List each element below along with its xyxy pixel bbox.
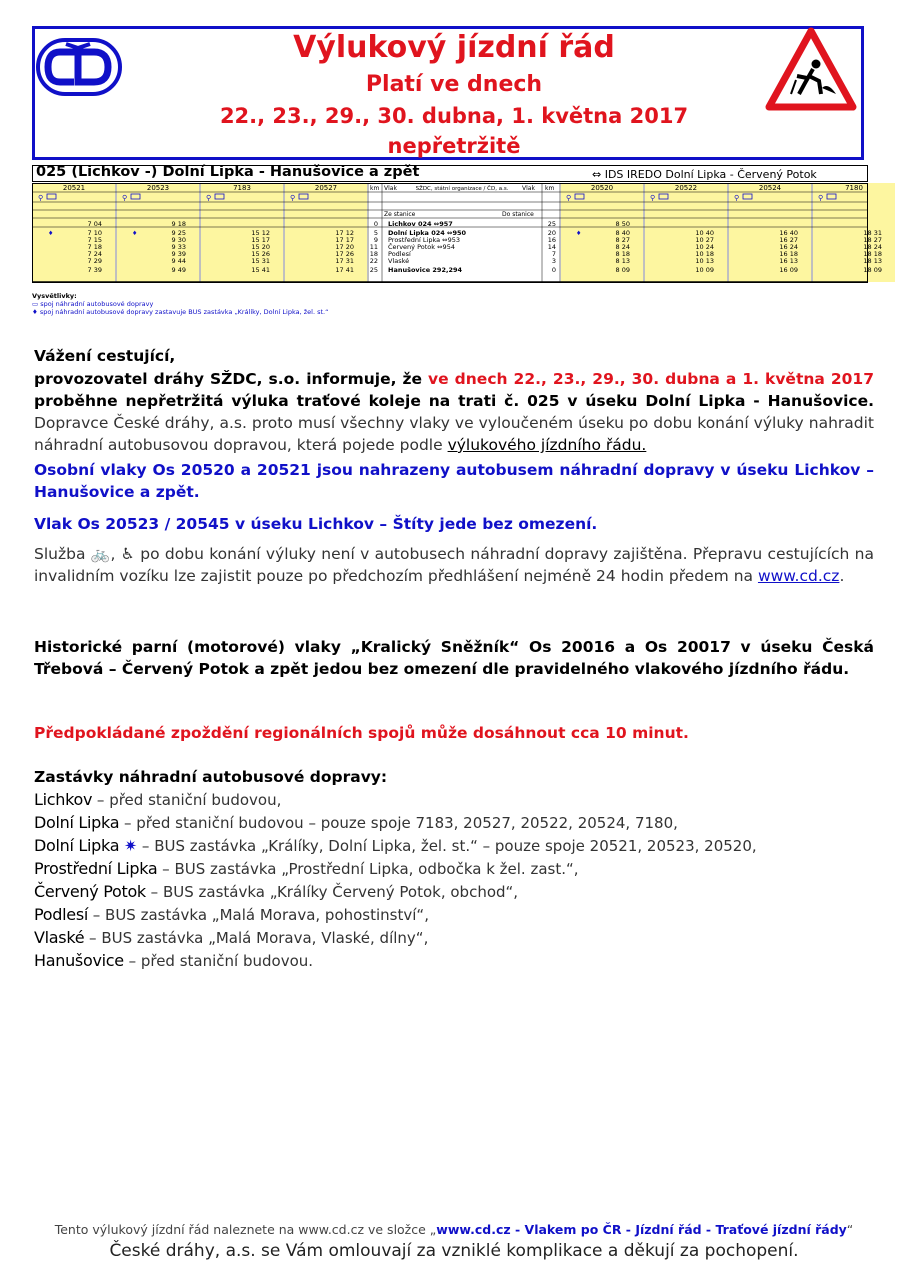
departure-time: 7 15 [87,236,102,244]
legend-item-bus: ▭ spoj náhradní autobusové dopravy [32,300,154,308]
bus-stop-description: – BUS zastávka „Králíky Červený Potok, obchod“, [145,883,519,901]
bus-stop-item [34,949,874,972]
bicycle-icon: ⚲ [566,194,572,202]
diamond-icon: ♦ [32,308,40,316]
departure-time: 15 20 [251,243,270,251]
departure-time: 10 18 [695,250,714,258]
paragraph-historic-trains: Historické parní (motorové) vlaky „Kralický Sněžník“ Os 20016 a Os 20017 v úseku Česká Třebová – Červený Potok a zpět jedou bez omezení dle pravidelného vlakového jízdního řádu. [34,638,874,678]
departure-time: 17 31 [335,257,354,265]
station-km-right: 0 [551,266,556,274]
bicycle-icon: ⚲ [818,194,824,202]
station-km-right: 25 [547,220,556,228]
bus-stop-item [34,788,874,811]
wheelchair-icon: ♿ [120,545,135,563]
bicycle-icon: ⚲ [290,194,296,202]
time-column-bg [645,183,727,282]
departure-time: 15 31 [251,257,270,265]
departure-time: 9 25 [171,229,186,237]
departure-time: 18 24 [863,243,882,251]
train-number: 20524 [758,184,782,192]
km-header: km [370,185,380,192]
bus-stop-item [34,811,874,834]
departure-time: 8 09 [615,266,630,274]
departure-time: 9 39 [171,250,186,258]
station-km: 0 [373,220,378,228]
station-name: Červený Potok ⇔954 [388,243,455,251]
bus-stop-name: Podlesí [34,905,88,924]
departure-time: 16 40 [779,229,798,237]
bus-stop-name: Prostřední Lipka [34,859,158,878]
timetable-grid [32,183,882,283]
bus-stop-name: Dolní Lipka [34,813,120,832]
greeting: Vážení cestující, [34,347,176,365]
time-column-bg [201,183,283,282]
bus-stop-item [34,926,874,949]
station-km: 18 [369,250,378,258]
timetable-link[interactable]: výlukového jízdního řádu. [447,436,647,454]
train-header-right: Vlak [522,185,535,192]
station-km: 5 [373,229,378,237]
station-name: Hanušovice 292,294 [388,266,463,274]
train-header: Vlak [384,185,397,192]
station-name: Prostřední Lipka ⇔953 [388,236,460,244]
departure-time: 16 18 [779,250,798,258]
departure-time: 16 09 [779,266,798,274]
paragraph-closure: provozovatel dráhy SŽDC, s.o. informuje, že ve dnech 22., 23., 29., 30. dubna a 1. května 2017 proběhne nepřetržitá výluka traťové koleje na trati č. 025 v úseku Dolní Lipka - Hanušovice. Dopravce České dráhy, a.s. proto musí všechny vlaky ve vyloučeném úseku po dobu konání výluky nahradit náhradní autobusovou dopravou, která pojede podle výlukového jízdního řádu. [34,370,874,454]
paragraph-no-restriction: Vlak Os 20523 / 20545 v úseku Lichkov – Štíty jede bez omezení. [34,515,598,533]
footer-path-link[interactable]: www.cd.cz - Vlakem po ČR - Jízdní řád - Traťové jízdní řády [436,1222,847,1237]
bus-icon: ▭ [32,300,41,308]
departure-time: 16 27 [779,236,798,244]
bicycle-icon: 🚲 [90,545,111,563]
bus-stop-name: Lichkov [34,790,93,809]
departure-time: 9 30 [171,236,186,244]
departure-time: 8 18 [615,250,630,258]
diamond-icon: ♦ [132,230,138,237]
diamond-icon: ♦ [576,230,582,237]
station-km: 22 [369,257,378,265]
paragraph-replacement: Osobní vlaky Os 20520 a 20521 jsou nahrazeny autobusem náhradní dopravy v úseku Lichkov – Hanušovice a zpět. [34,461,874,501]
stops-title: Zastávky náhradní autobusové dopravy: [34,768,388,786]
bicycle-icon: ⚲ [734,194,740,202]
timetable-legend [32,292,328,316]
timetable-ids-note: ⇔ IDS IREDO Dolní Lipka - Červený Potok [592,168,817,181]
departure-time: 8 27 [615,236,630,244]
time-column-bg [285,183,367,282]
page-title: Výlukový jízdní řád [293,30,615,65]
from-station-header: Ze stanice [384,211,416,218]
departure-time: 18 18 [863,250,882,258]
bus-stop-description: – BUS zastávka „Prostřední Lipka, odbočka k žel. zast.“, [157,860,579,878]
legend-title: Vysvětlivky: [32,292,77,300]
departure-time: 9 49 [171,266,186,274]
validity-dates: 22., 23., 29., 30. dubna, 1. května 2017 [219,104,689,128]
diamond-icon: ♦ [48,230,54,237]
departure-time: 17 12 [335,229,354,237]
station-km-right: 16 [547,236,556,244]
departure-time: 7 24 [87,250,102,258]
departure-time: 16 13 [779,257,798,265]
bus-stop-item [34,880,874,903]
train-number: 7180 [845,184,863,192]
station-name: Podlesí [388,250,411,258]
time-column-bg [117,183,199,282]
departure-time: 10 09 [695,266,714,274]
bicycle-icon: ⚲ [38,194,44,202]
departure-time: 7 18 [87,243,102,251]
station-km: 25 [369,266,378,274]
time-column-bg [729,183,811,282]
departure-time: 18 09 [863,266,882,274]
bus-stop-name: Vlaské [34,928,85,947]
station-km-right: 20 [547,229,556,237]
station-name: Lichkov 024 ⇔957 [388,220,453,228]
departure-time: 15 12 [251,229,270,237]
departure-time: 18 31 [863,229,882,237]
asterisk-icon: ✷ [119,837,138,855]
stops-list [34,788,874,972]
train-number: 20523 [146,184,170,192]
bicycle-icon: ⚲ [650,194,656,202]
bus-stop-name: Červený Potok [34,882,146,901]
bus-stop-description: – BUS zastávka „Malá Morava, Vlaské, dílny“, [84,929,429,947]
departure-time: 17 41 [335,266,354,274]
departure-time: 10 27 [695,236,714,244]
departure-time: 7 04 [87,220,102,228]
departure-time: 17 26 [335,250,354,258]
train-number: 20520 [590,184,614,192]
departure-time: 9 18 [171,220,186,228]
time-column-bg [33,183,115,282]
timetable-route: 025 (Lichkov -) Dolní Lipka - Hanušovice a zpět [36,164,420,180]
train-number: 20522 [674,184,698,192]
departure-time: 10 13 [695,257,714,265]
operator-header: SŽDC, státní organizace / ČD, a.s. [415,186,509,192]
departure-time: 7 39 [87,266,102,274]
departure-time: 8 13 [615,257,630,265]
departure-time: 17 17 [335,236,354,244]
time-column-bg [813,183,895,282]
departure-time: 8 40 [615,229,630,237]
departure-time: 18 13 [863,257,882,265]
station-km-right: 14 [547,243,556,251]
departure-time: 9 44 [171,257,186,265]
bus-stop-name: Hanušovice [34,951,124,970]
timetable [32,183,882,283]
bus-stop-description: – BUS zastávka „Králíky, Dolní Lipka, žel. st.“ – pouze spoje 20521, 20523, 20520, [137,837,757,855]
departure-time: 8 24 [615,243,630,251]
bus-stop-item [34,903,874,926]
departure-time: 16 24 [779,243,798,251]
bus-stop-description: – před staniční budovou – pouze spoje 7183, 20527, 20522, 20524, 7180, [119,814,678,832]
departure-time: 8 50 [615,220,630,228]
paragraph-delay: Předpokládané zpoždění regionálních spojů může dosáhnout cca 10 minut. [34,724,689,742]
validity-label: Platí ve dnech [365,72,543,97]
departure-time: 10 40 [695,229,714,237]
departure-time: 7 10 [87,229,102,237]
bus-stop-item [34,857,874,880]
station-km-right: 3 [551,257,556,265]
train-number: 20521 [62,184,86,192]
departure-time: 10 24 [695,243,714,251]
legend-item-stop: ♦ spoj náhradní autobusové dopravy zastavuje BUS zastávka „Králíky, Dolní Lipka, žel. st.“ [32,308,329,316]
departure-time: 15 26 [251,250,270,258]
station-km: 11 [369,243,378,251]
km-header-right: km [545,185,555,192]
departure-time: 7 29 [87,257,102,265]
departure-time: 9 33 [171,243,186,251]
bus-stop-name: Dolní Lipka [34,836,120,855]
bus-stop-description: – před staniční budovou. [123,952,314,970]
cd-website-link[interactable]: www.cd.cz [757,567,840,585]
footer-location-note: Tento výlukový jízdní řád naleznete na www.cd.cz ve složce „www.cd.cz - Vlakem po ČR - Jízdní řád - Traťové jízdní řády“ [54,1222,854,1237]
train-number: 20527 [314,184,338,192]
bicycle-icon: ⚲ [206,194,212,202]
station-km: 9 [373,236,378,244]
departure-time: 17 20 [335,243,354,251]
bus-stop-description: – před staniční budovou, [92,791,282,809]
bus-stop-description: – BUS zastávka „Malá Morava, pohostinství“, [88,906,429,924]
departure-time: 18 27 [863,236,882,244]
footer-apology: České dráhy, a.s. se Vám omlouvají za vzniklé komplikace a děkují za pochopení. [109,1241,799,1261]
station-name: Dolní Lipka 024 ⇔950 [388,229,467,237]
departure-time: 15 41 [251,266,270,274]
station-km-right: 7 [551,250,556,258]
bus-stop-item [34,834,874,857]
station-name: Vlaské [388,257,410,265]
train-number: 7183 [233,184,251,192]
paragraph-services: Služba 🚲, ♿ po dobu konání výluky není v autobusech náhradní dopravy zajištěna. Přepravu cestujících na invalidním vozíku lze zajistit pouze po předchozím předhlášení nejméně 24 hodin předem na www.cd.cz. [34,545,874,585]
time-column-bg [561,183,643,282]
to-station-header: Do stanice [502,211,534,218]
departure-time: 15 17 [251,236,270,244]
validity-mode: nepřetržitě [387,134,521,158]
bicycle-icon: ⚲ [122,194,128,202]
